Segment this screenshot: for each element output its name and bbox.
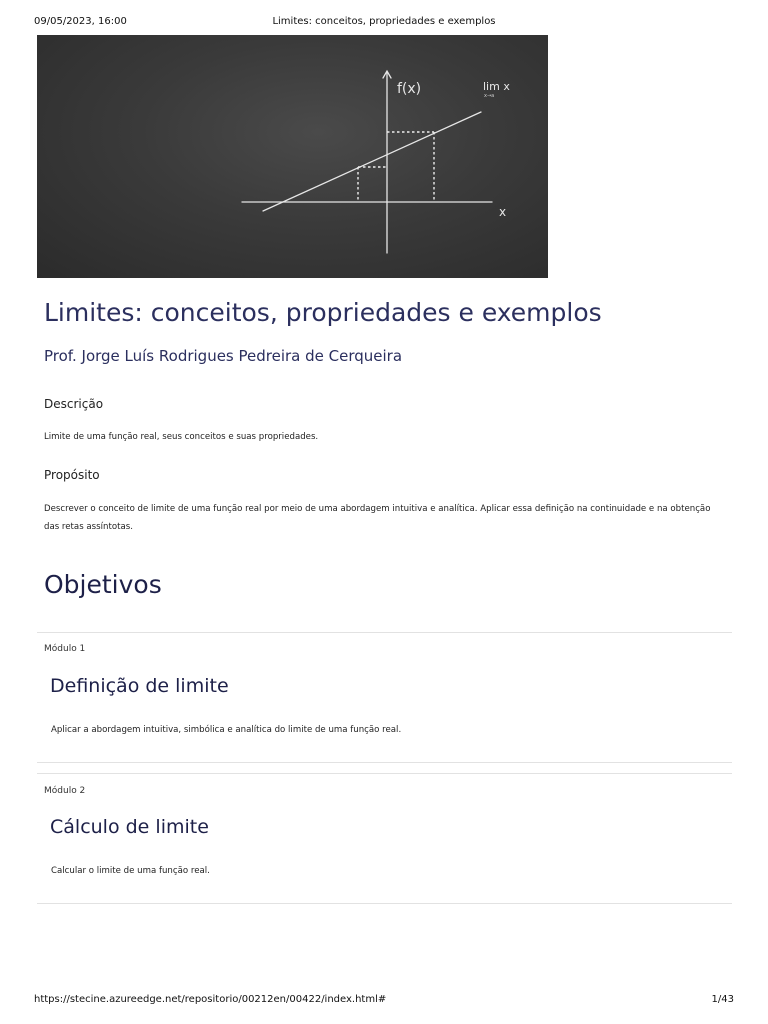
module-1-divider (37, 632, 732, 633)
description-label: Descrição (44, 397, 104, 411)
x-chalk-label: x (499, 205, 507, 219)
print-datetime: 09/05/2023, 16:00 (34, 16, 127, 27)
print-header (34, 16, 734, 30)
print-footer (34, 994, 734, 1008)
objectives-heading: Objetivos (44, 570, 162, 599)
purpose-label: Propósito (44, 468, 100, 482)
module-1-description: Aplicar a abordagem intuitiva, simbólica e analítica do limite de uma função real. (51, 725, 402, 735)
lim-chalk-label: lim x (483, 80, 510, 93)
description-text: Limite de uma função real, seus conceitos e suas propriedades. (44, 432, 319, 442)
module-2-divider (37, 773, 732, 774)
fx-chalk-label: f(x) (397, 81, 422, 97)
module-2-description: Calcular o limite de uma função real. (51, 866, 210, 876)
module-1-label: Módulo 1 (44, 644, 86, 654)
module-2-label: Módulo 2 (44, 786, 86, 796)
purpose-text: Descrever o conceito de limite de uma função real por meio de uma abordagem intuitiva e analítica. Aplicar essa definição na continuidade e na obtenção das retas assíntotas. (44, 504, 711, 532)
print-url: https://stecine.azureedge.net/repositorio/00212en/00422/index.html# (34, 994, 387, 1005)
hero-chalkboard-image (37, 35, 548, 278)
chalkboard-graph-illustration (37, 35, 548, 278)
author-name: Prof. Jorge Luís Rodrigues Pedreira de Cerqueira (44, 347, 403, 365)
lim-sub-chalk-label: x→a (484, 93, 495, 99)
module-2-title: Cálculo de limite (50, 816, 209, 838)
module-1-bottom-divider (37, 762, 732, 763)
module-1-title: Definição de limite (50, 675, 229, 697)
function-line (263, 112, 481, 211)
page-title: Limites: conceitos, propriedades e exemplos (44, 298, 602, 327)
page-number: 1/43 (711, 994, 734, 1005)
module-2-bottom-divider (37, 903, 732, 904)
print-title: Limites: conceitos, propriedades e exemplos (272, 16, 496, 27)
